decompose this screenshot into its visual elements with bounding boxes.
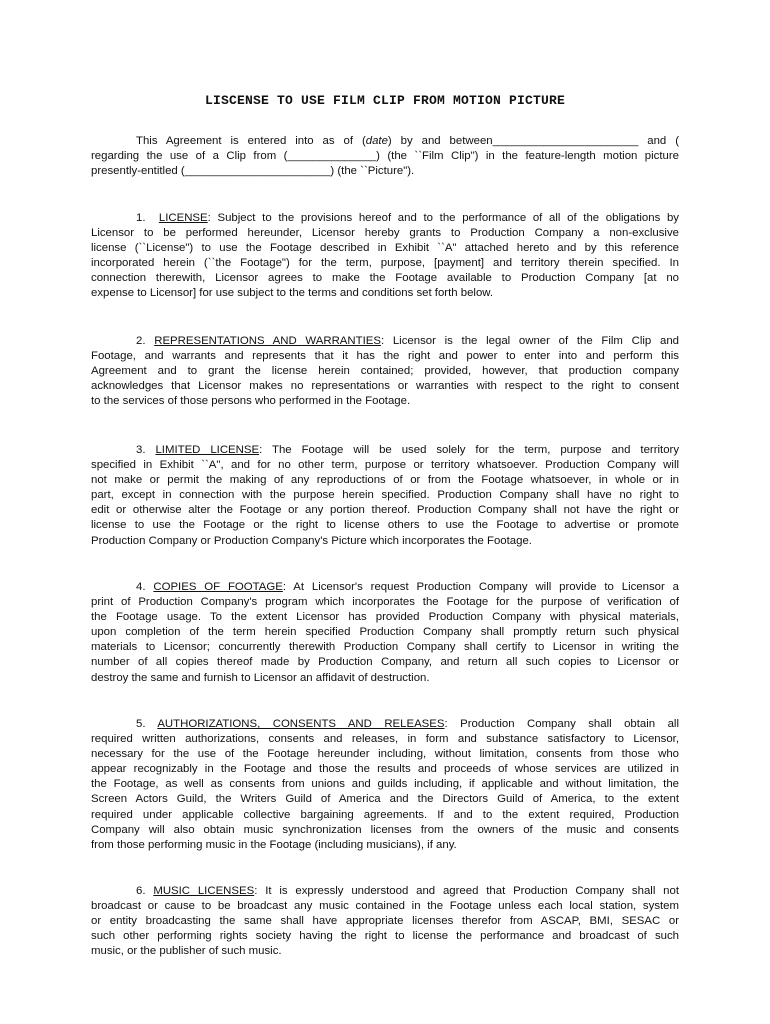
section-line: incorporated herein (``the Footage") for the term, purpose, [payment] and territory therein specified. In <box>91 257 679 270</box>
intro-line-3: presently-entitled (_______________________) (the ``Picture"). <box>91 165 415 178</box>
section-line: Licensor to be performed hereunder, Licensor hereby grants to Production Company a non-exclusive <box>91 227 679 240</box>
section-copies-of-footage <box>91 580 679 686</box>
section-first-line: 6. MUSIC LICENSES: It is expressly understood and agreed that Production Company shall not <box>136 885 679 897</box>
section-line: expense to Licensor] for use subject to the terms and conditions set forth below. <box>91 287 494 300</box>
section-line: print of Production Company's program which incorporates the Footage for the purpose of verification of <box>91 596 679 609</box>
section-music-licenses <box>91 884 679 959</box>
section-first-line: 3. LIMITED LICENSE: The Footage will be used solely for the term, purpose and territory <box>136 444 679 456</box>
section-line: license to use the Footage or the right to license others to use the Footage to advertise or promote <box>91 519 679 532</box>
section-heading: COPIES OF FOOTAGE <box>153 581 283 593</box>
section-line: materials to Licensor; concurrently therewith Production Company shall certify to Licensor in writing the <box>91 641 679 654</box>
section-line: edit or otherwise alter the Footage or any portion thereof. Production Company shall not have the right or <box>91 504 679 517</box>
section-representations-and-warranties <box>91 334 679 409</box>
section-authorizations-consents-and-releases <box>91 717 679 853</box>
document-title: LISCENSE TO USE FILM CLIP FROM MOTION PICTURE <box>204 93 566 108</box>
section-first-line: 1. LICENSE: Subject to the provisions hereof and to the performance of all of the obligations by <box>136 212 679 224</box>
section-line: necessary for the use of the Footage hereunder including, without limitation, consents from those who <box>91 748 679 761</box>
intro-line-2: regarding the use of a Clip from (______________) (the ``Film Clip") in the feature-length motion picture <box>91 150 679 163</box>
section-line: appear recognizably in the Footage and those the results and proceeds of whose services are utilized in <box>91 763 679 776</box>
date-placeholder: date <box>365 135 388 147</box>
section-line: or entity broadcasting the same shall have appropriate licenses therefor from ASCAP, BMI, SESAC or <box>91 915 679 928</box>
section-line: connection therewith, Licensor agrees to make the Footage available to Production Company [at no <box>91 272 679 285</box>
section-heading: REPRESENTATIONS AND WARRANTIES <box>154 335 381 347</box>
section-line: specified in Exhibit ``A", and for no other term, purpose or territory whatsoever. Production Company will <box>91 459 679 472</box>
section-line: Company will also obtain music synchronization licenses from the owners of the music and consents <box>91 823 679 836</box>
section-line: such other performing rights society having the right to license the performance and broadcast of such <box>91 930 679 943</box>
section-line: the Footage usage. To the extent Licensor has provided Production Company with physical materials, <box>91 611 679 624</box>
section-first-line: 4. COPIES OF FOOTAGE: At Licensor's request Production Company will provide to Licensor a <box>136 581 679 593</box>
section-line: destroy the same and furnish to Licensor an affidavit of destruction. <box>91 671 430 684</box>
section-line: not make or permit the making of any reproductions of or from the Footage whatsoever, in whole or in <box>91 474 679 487</box>
section-line: number of all copies thereof made by Production Company, and return all such copies to Licensor or <box>91 656 679 669</box>
section-heading: MUSIC LICENSES <box>153 885 255 897</box>
section-line: part, except in connection with the purpose herein specified. Production Company shall have no right to <box>91 489 679 502</box>
intro-paragraph <box>91 134 679 179</box>
section-line: Agreement and to grant the license herein contained; provided, however, that production company <box>91 365 679 378</box>
section-line: upon completion of the term herein specified Production Company shall promptly return such physical <box>91 626 679 639</box>
section-line: to the services of those persons who performed in the Footage. <box>91 395 411 408</box>
section-line: acknowledges that Licensor makes no representations or warranties with respect to the right to consent <box>91 380 679 393</box>
section-heading: LICENSE <box>158 212 208 224</box>
section-line: from those performing music in the Footage (including musicians), if any. <box>91 838 457 851</box>
section-line: license (``License") to use the Footage described in Exhibit ``A" attached hereto and by this reference <box>91 242 679 255</box>
section-line: Screen Actors Guild, the Writers Guild of America and the Directors Guild of America, to the extent <box>91 793 679 806</box>
section-first-line: 5. AUTHORIZATIONS, CONSENTS AND RELEASES: Production Company shall obtain all <box>136 718 679 730</box>
section-license <box>91 211 679 302</box>
intro-line-1: This Agreement is entered into as of (date) by and between_______________________ and ( <box>136 135 679 147</box>
section-first-line: 2. REPRESENTATIONS AND WARRANTIES: Licensor is the legal owner of the Film Clip and <box>136 335 679 347</box>
section-heading: LIMITED LICENSE <box>155 444 260 456</box>
section-limited-license <box>91 443 679 549</box>
section-line: Production Company or Production Company's Picture which incorporates the Footage. <box>91 534 532 547</box>
section-line: required written authorizations, consents and releases, in form and substance satisfactory to Licensor, <box>91 733 679 746</box>
section-line: required under applicable collective bargaining agreements. If and to the extent required, Production <box>91 808 679 821</box>
section-line: broadcast or cause to be broadcast any music contained in the Footage unless each local station, system <box>91 900 679 913</box>
section-line: the Footage, as well as consents from unions and guilds including, if applicable and without limitation, the <box>91 778 679 791</box>
section-heading: AUTHORIZATIONS, CONSENTS AND RELEASES <box>157 718 445 730</box>
section-line: music, or the publisher of such music. <box>91 945 282 958</box>
section-line: Footage, and warrants and represents that it has the right and power to enter into and perform this <box>91 350 679 363</box>
